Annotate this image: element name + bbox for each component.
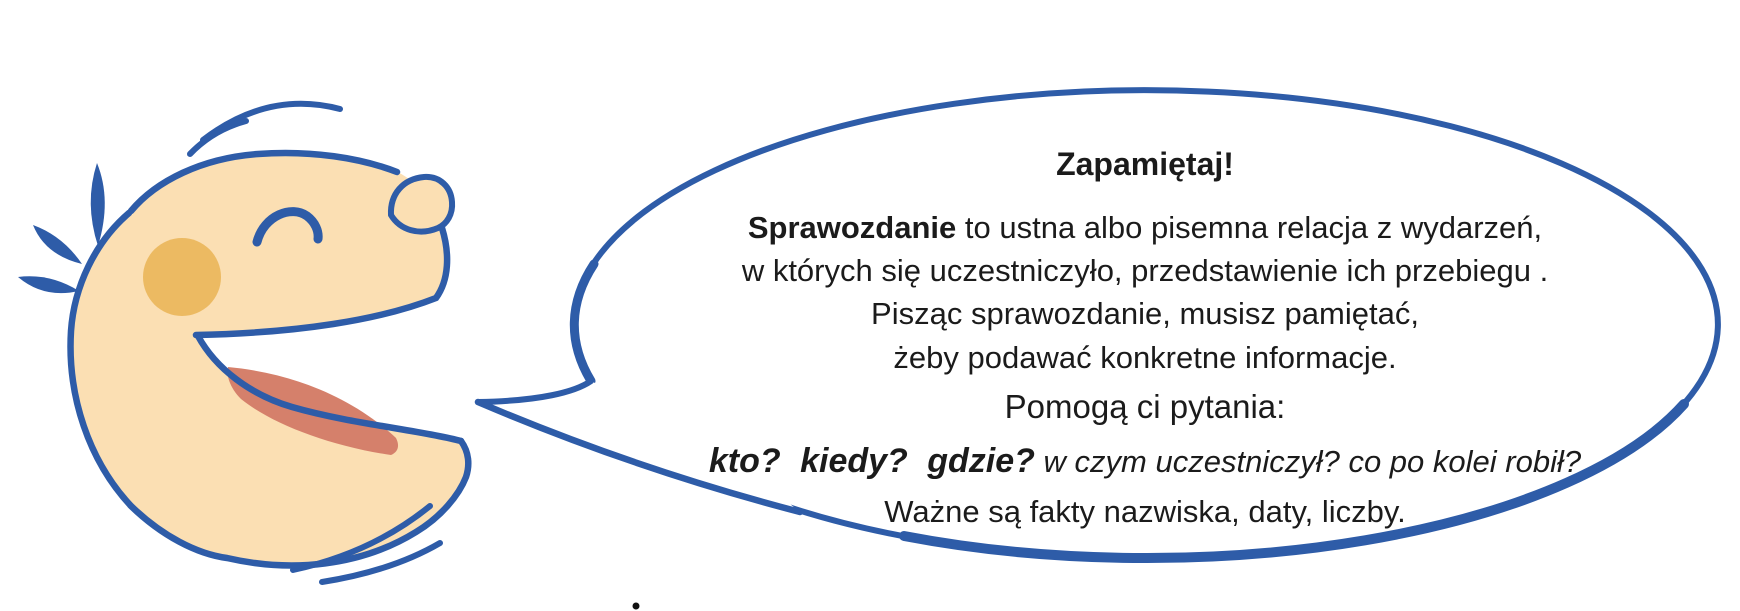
motion-lines-top — [190, 104, 340, 154]
questions-italic-rest: w czym uczestniczył? co po kolei robił? — [1034, 444, 1582, 479]
bubble-helper-heading: Pomogą ci pytania: — [1004, 388, 1286, 425]
mascot-ear — [391, 177, 452, 232]
bubble-definition-line-1 — [575, 210, 1715, 246]
bubble-definition-line-2: w których się uczestniczyło, przedstawienie ich przebiegu . — [741, 253, 1549, 288]
mascot-cheek — [143, 238, 221, 316]
definition-lead-bold: Sprawozdanie — [747, 210, 957, 245]
cropped-text-dot — [633, 603, 640, 610]
questions-bold-italic: kto? kiedy? gdzie? — [708, 442, 1035, 480]
bubble-footer-line: Ważne są fakty nazwiska, daty, liczby. — [884, 494, 1406, 529]
bubble-questions-line — [575, 442, 1715, 481]
definition-line-1-rest: to ustna albo pisemna relacja z wydarzeń, — [956, 210, 1543, 245]
bubble-definition-line-3: Pisząc sprawozdanie, musisz pamiętać, — [871, 296, 1419, 331]
bubble-title: Zapamiętaj! — [1056, 146, 1234, 182]
bubble-definition-line-4: żeby podawać konkretne informacje. — [893, 340, 1397, 375]
mascot-illustration — [18, 104, 469, 582]
